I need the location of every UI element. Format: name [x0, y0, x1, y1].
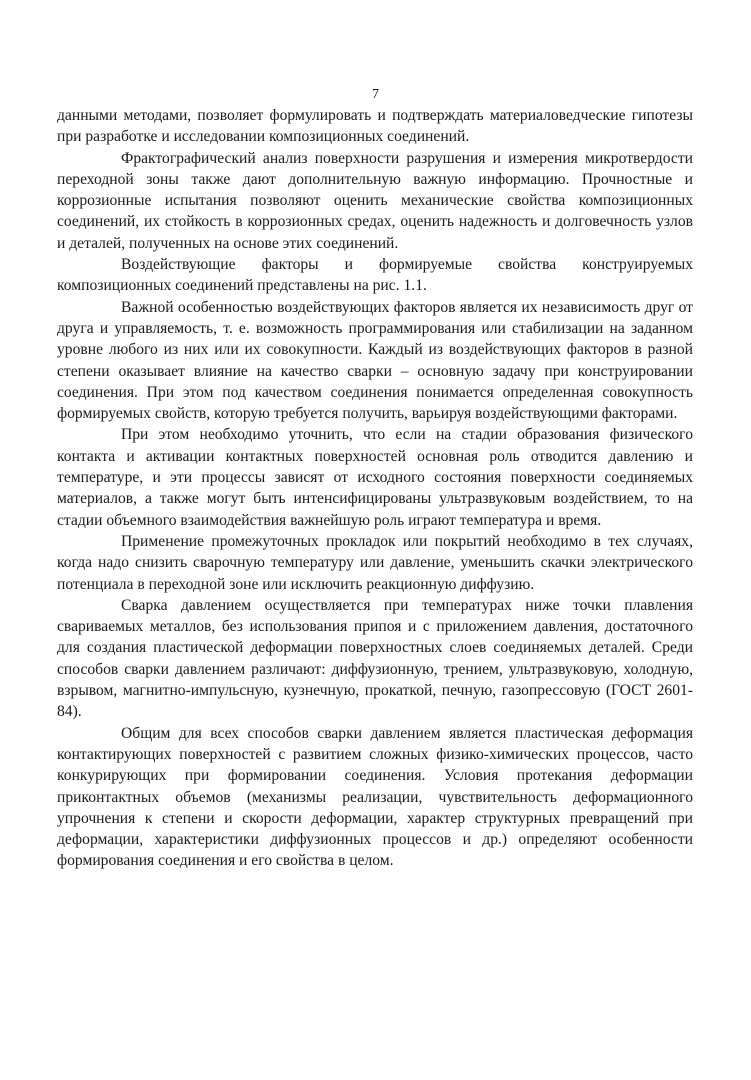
paragraph-3: Воздействующие факторы и формируемые свойства конструируемых композиционных соединений представлены на рис. 1.1. [57, 256, 693, 295]
page-number: 7 [372, 87, 379, 102]
body-text [57, 105, 693, 872]
paragraph-1: данными методами, позволяет формулировать и подтверждать материаловедческие гипотезы при разработке и исследовании композиционных соединений. [57, 107, 693, 146]
paragraph-6: Применение промежуточных прокладок или покрытий необходимо в тех случаях, когда надо снизить сварочную температуру или давление, уменьшить скачки электрического потенциала в переходной зоне или исключить реакционную диффузию. [57, 532, 693, 593]
paragraph-4: Важной особенностью воздействующих факторов является их независимость друг от друга и управляемость, т. е. возможность программирования или стабилизации на заданном уровне любого из них или их совокупности. Каждый из воздействующих факторов в разной степени оказывает влияние на качество сварки – основную задачу при конструировании соединения. При этом под качеством соединения понимается определенная совокупность формируемых свойств, которую требуется получить, варьируя воздействующими факторами. [57, 298, 693, 423]
paragraph-5: При этом необходимо уточнить, что если на стадии образования физического контакта и активации контактных поверхностей основная роль отводится давлению и температуре, и эти процессы зависят от исходного состояния поверхности соединяемых материалов, а также могут быть интенсифицированы ультразвуковым воздействием, то на стадии объемного взаимодействия важнейшую роль играют температура и время. [57, 426, 693, 529]
paragraph-8: Общим для всех способов сварки давлением является пластическая деформация контактирующих поверхностей с развитием сложных физико-химических процессов, часто конкурирующих при формировании соединения. Условия протекания деформации приконтактных объемов (механизмы реализации, чувствительность деформационного упрочнения к степени и скорости деформации, характер структурных превращений при деформации, характеристики диффузионных процессов и др.) определяют особенности формирования соединения и его свойства в целом. [57, 724, 693, 870]
paragraph-7: Сварка давлением осуществляется при температурах ниже точки плавления свариваемых металлов, без использования припоя и с приложением давления, достаточного для создания пластической деформации поверхностных слоев соединяемых деталей. Среди способов сварки давлением различают: диффузионную, трением, ультразвуковую, холодную, взрывом, магнитно-импульсную, кузнечную, прокаткой, печную, газопрессовую (ГОСТ 2601-84). [57, 596, 693, 721]
paragraph-2: Фрактографический анализ поверхности разрушения и измерения микротвердости переходной зоны также дают дополнительную важную информацию. Прочностные и коррозионные испытания позволяют оценить механические свойства композиционных соединений, их стойкость в коррозионных средах, оценить надежность и долговечность узлов и деталей, полученных на основе этих соединений. [57, 149, 693, 252]
